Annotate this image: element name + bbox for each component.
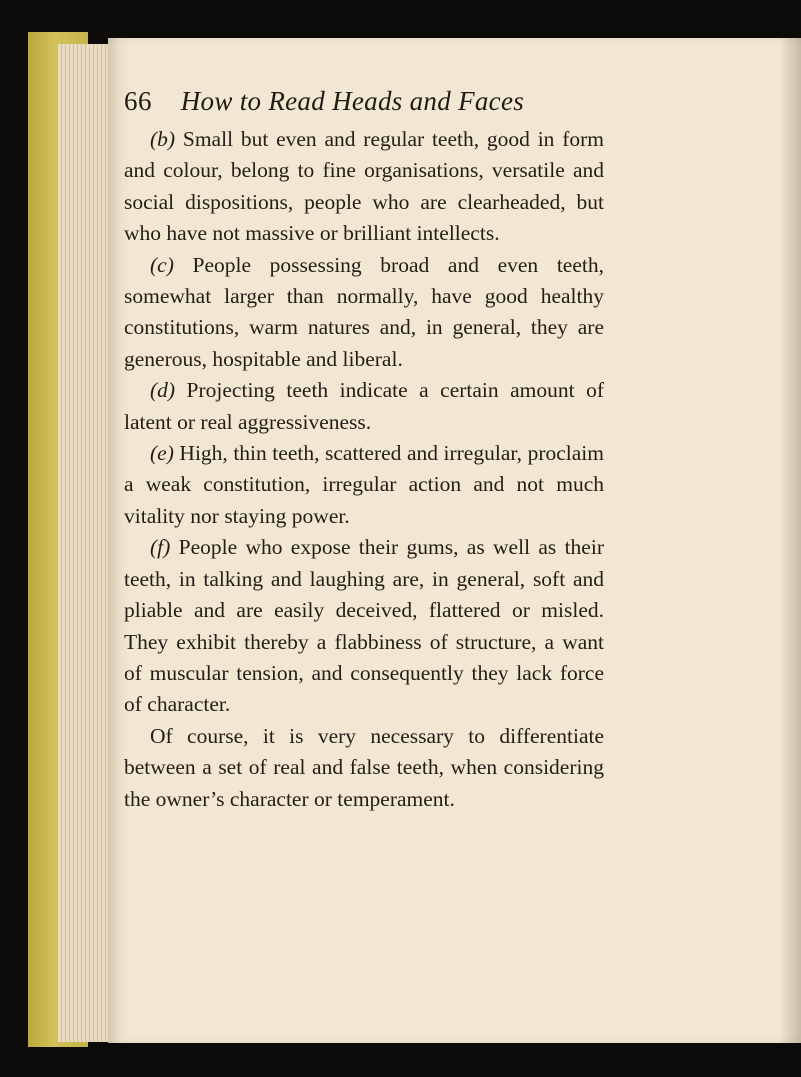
paragraph-f [124,532,604,720]
paragraph-text: Projecting teeth indicate a certain amount of latent or real aggressiveness. [124,378,604,434]
paragraph-text: High, thin teeth, scattered and irregular, proclaim a weak constitution, irregular action and not much vitality nor staying power. [124,441,604,528]
list-marker: (f) [150,535,171,560]
list-marker: (b) [150,127,176,151]
page-body [124,124,604,815]
paragraph-text: People possessing broad and even teeth, somewhat larger than normally, have good healthy constitutions, warm natures and, in general, they are generous, hospitable and liberal. [124,252,604,371]
running-header [124,86,524,117]
paragraph-d [124,375,604,438]
list-marker: (e) [150,441,174,466]
paragraph-text: Small but even and regular teeth, good in form and colour, belong to fine organisations, versatile and social dispositions, people who are clearheaded, but who have not massive or brilliant intellects. [124,127,604,246]
paragraph-text: Of course, it is very necessary to differentiate between a set of real and false teeth, when considering the owner’s character or temperament. [124,723,604,811]
list-marker: (d) [150,378,176,403]
paragraph-conclusion [124,721,604,815]
paragraph-c [124,250,604,376]
paragraph-b [124,124,604,250]
book-title: How to Read Heads and Faces [180,86,525,116]
paragraph-e [124,438,604,532]
list-marker: (c) [150,252,174,277]
paragraph-text: People who expose their gums, as well as their teeth, in talking and laughing are, in general, soft and pliable and are easily deceived, flattered or misled. They exhibit thereby a flabbiness of structure, a want of muscular tension, and consequently they lack force of character. [124,535,604,717]
page-number: 66 [124,86,152,116]
